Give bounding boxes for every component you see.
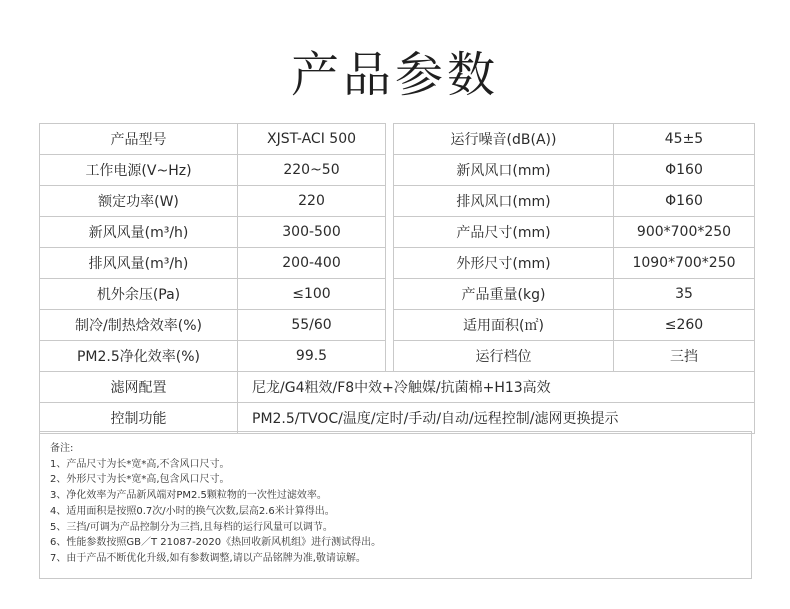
param-label: 产品型号 [40,124,238,155]
note-item: 3、净化效率为产品新风端对PM2.5颗粒物的一次性过滤效率。 [50,490,327,502]
table-row-filter [40,372,755,403]
table-row [40,186,755,217]
note-item: 5、三挡/可调为产品控制分为三挡,且每档的运行风量可以调节。 [50,521,333,533]
param-label: 控制功能 [40,403,238,434]
param-value: ≤100 [238,279,386,310]
note-item: 4、适用面积是按照0.7次/小时的换气次数,层高2.6米计算得出。 [50,505,335,517]
column-gap [386,124,394,155]
param-value: 45±5 [614,124,755,155]
param-value: Φ160 [614,155,755,186]
column-gap [386,186,394,217]
note-item: 6、性能参数按照GB／T 21087-2020《热回收新风机组》进行测试得出。 [50,537,382,549]
column-gap [386,341,394,372]
param-label: 额定功率(W) [40,186,238,217]
param-value: Φ160 [614,186,755,217]
param-value: 200-400 [238,248,386,279]
param-value: 1090*700*250 [614,248,755,279]
param-label: 运行档位 [394,341,614,372]
param-value: 300-500 [238,217,386,248]
column-gap [386,155,394,186]
param-label: 机外余压(Pa) [40,279,238,310]
param-value: 99.5 [238,341,386,372]
param-value: 三挡 [614,341,755,372]
param-label: 工作电源(V~Hz) [40,155,238,186]
param-value: XJST-ACI 500 [238,124,386,155]
param-value: ≤260 [614,310,755,341]
note-item: 1、产品尺寸为长*宽*高,不含风口尺寸。 [50,458,230,470]
column-gap [386,310,394,341]
param-label: 排风风量(m³/h) [40,248,238,279]
note-item: 2、外形尺寸为长*宽*高,包含风口尺寸。 [50,474,230,486]
column-gap [386,217,394,248]
notes-heading: 备注: [50,443,74,454]
param-label: 排风风口(mm) [394,186,614,217]
column-gap [386,248,394,279]
param-value: 55/60 [238,310,386,341]
param-label: 运行噪音(dB(A)) [394,124,614,155]
column-gap [386,279,394,310]
param-label: 产品重量(kg) [394,279,614,310]
table-row [40,155,755,186]
table-row [40,248,755,279]
param-label: 外形尺寸(mm) [394,248,614,279]
parameter-table [39,123,755,434]
param-value: 35 [614,279,755,310]
param-label: 适用面积(㎡) [394,310,614,341]
param-label: 产品尺寸(mm) [394,217,614,248]
table-row [40,310,755,341]
param-value: PM2.5/TVOC/温度/定时/手动/自动/远程控制/滤网更换提示 [238,403,755,434]
page-title: 产品参数 [290,47,499,103]
param-label: 滤网配置 [40,372,238,403]
param-label: 新风风量(m³/h) [40,217,238,248]
param-label: 新风风口(mm) [394,155,614,186]
param-value: 220 [238,186,386,217]
table-row [40,217,755,248]
notes-box [39,431,752,579]
param-label: 制冷/制热焓效率(%) [40,310,238,341]
table-row [40,341,755,372]
param-value: 220~50 [238,155,386,186]
table-row [40,279,755,310]
table-row [40,124,755,155]
note-item: 7、由于产品不断优化升级,如有参数调整,请以产品铭牌为准,敬请谅解。 [50,552,366,564]
param-label: PM2.5净化效率(%) [40,341,238,372]
param-value: 尼龙/G4粗效/F8中效+冷触媒/抗菌棉+H13高效 [238,372,755,403]
table-row-control [40,403,755,434]
param-value: 900*700*250 [614,217,755,248]
